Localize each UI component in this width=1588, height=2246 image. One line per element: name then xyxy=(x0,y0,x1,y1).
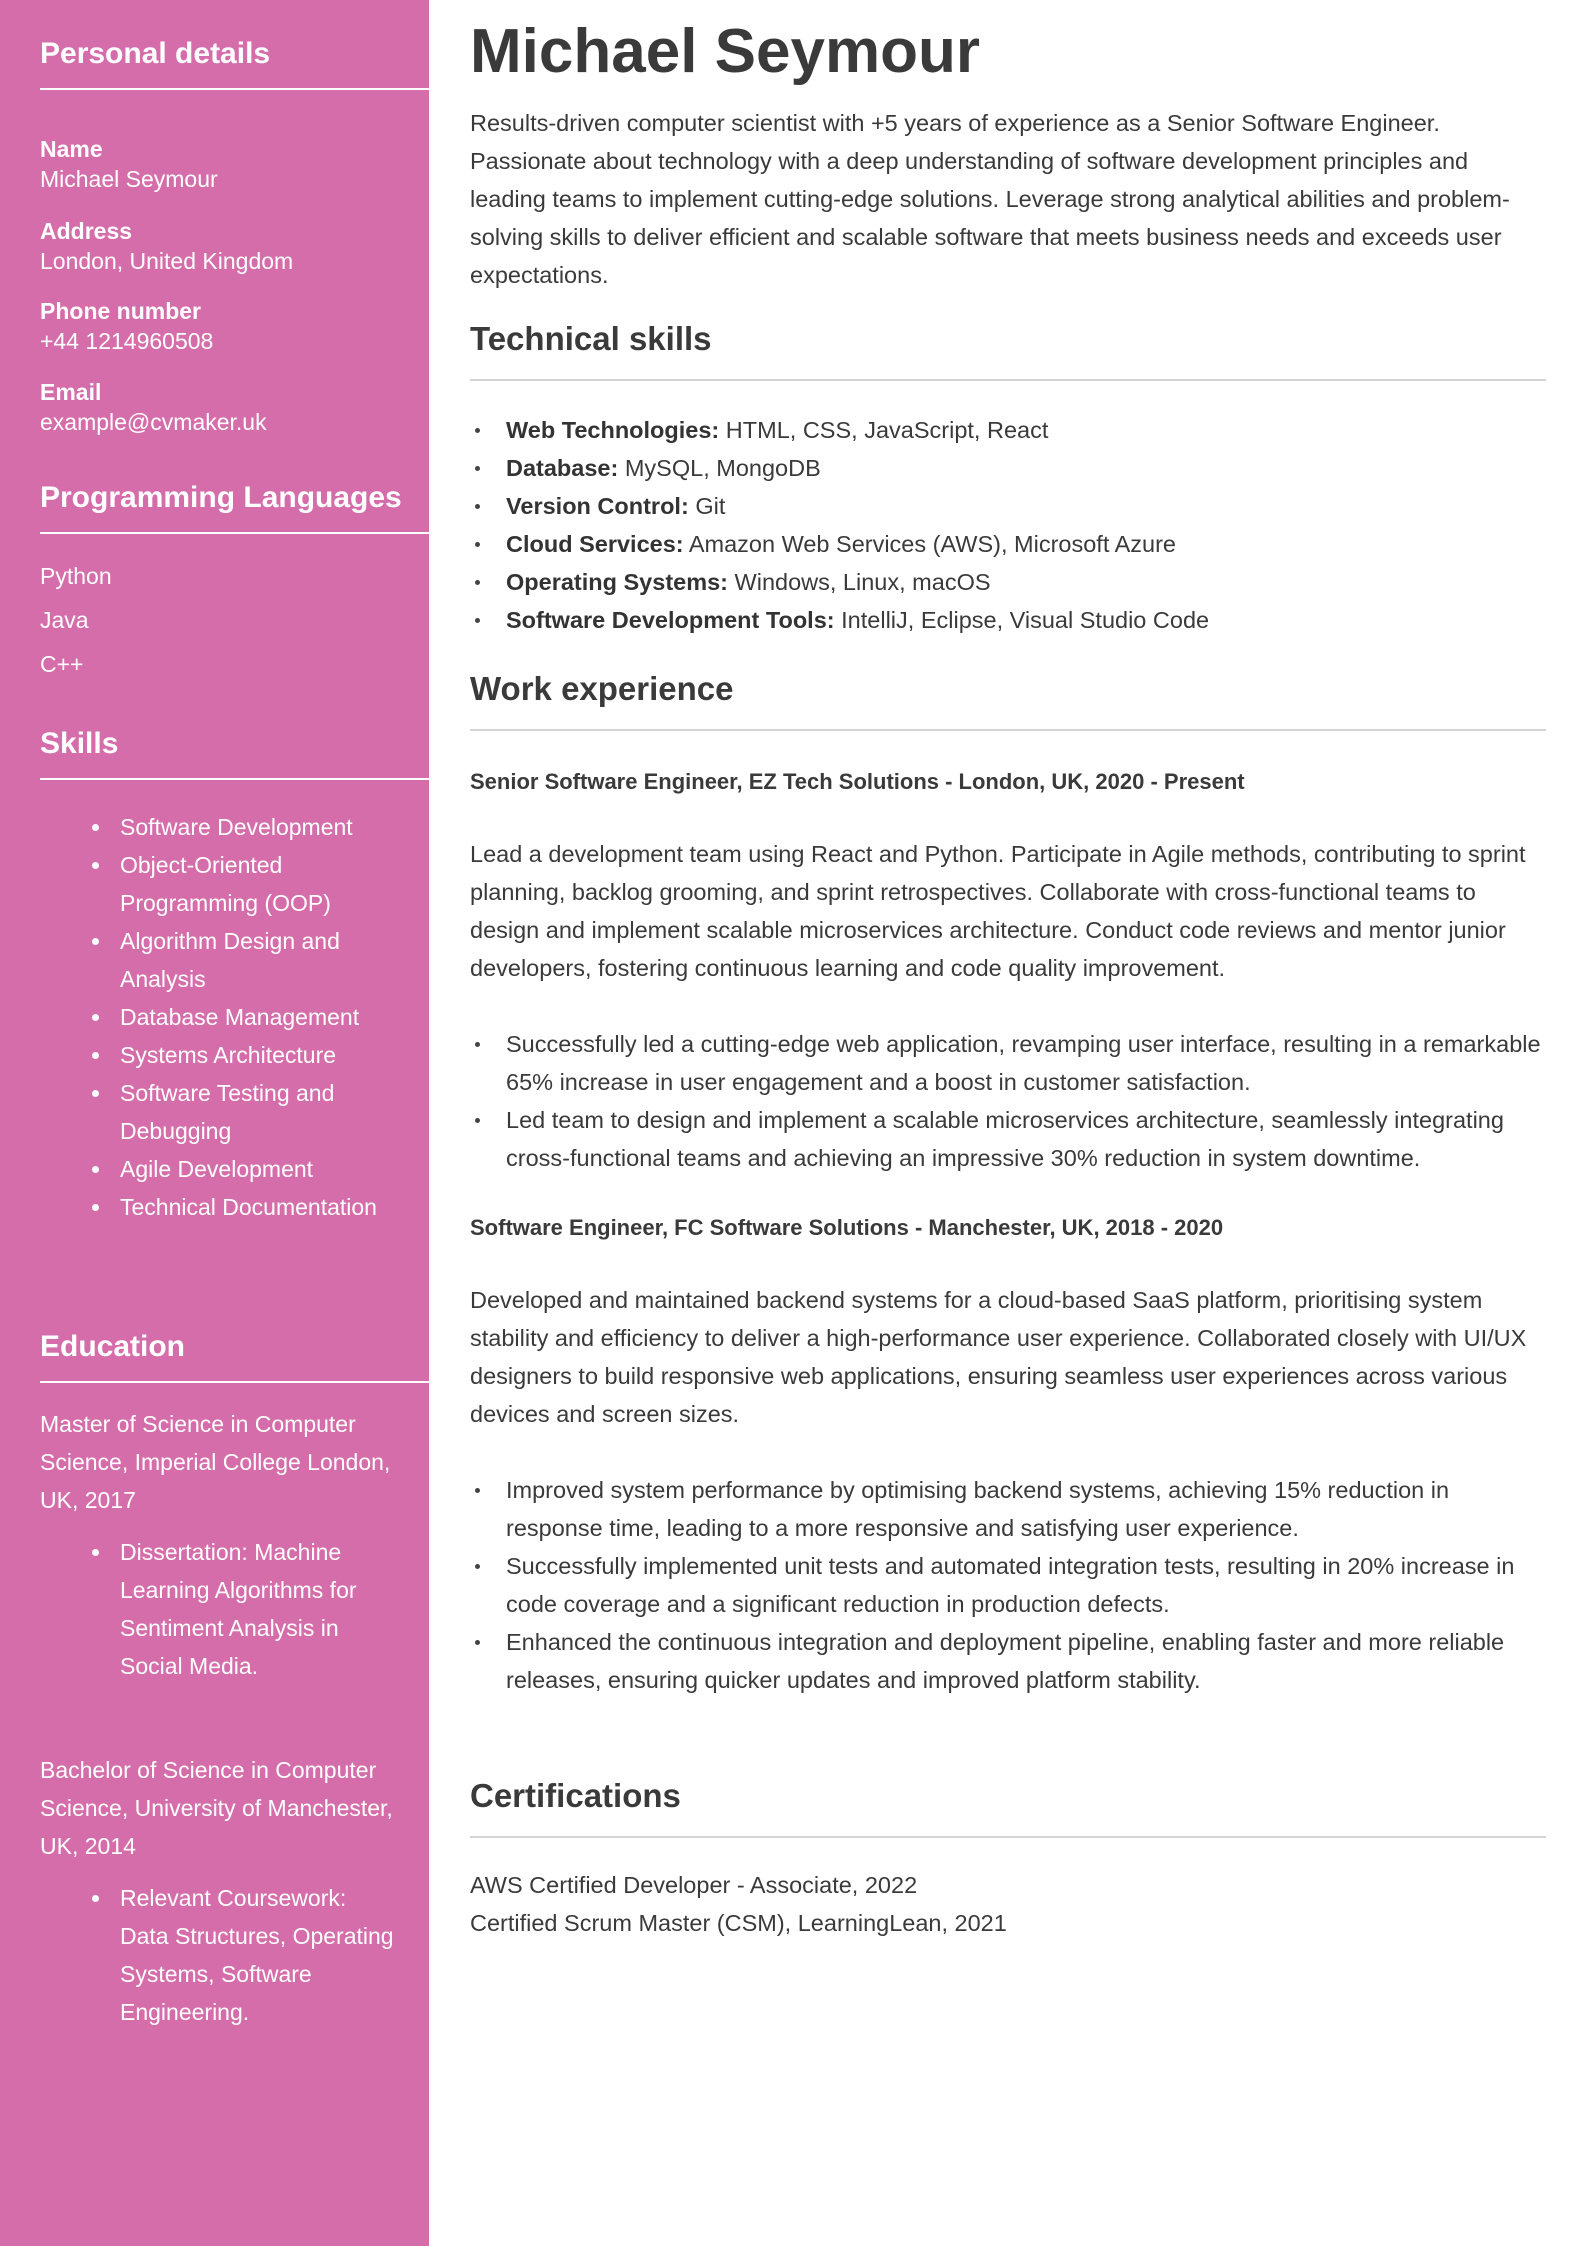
job-achievement: Successfully led a cutting-edge web application, revamping user interface, resulting in a remarkable 65% increase in user engagement and a boost in customer satisfaction. xyxy=(506,1025,1546,1101)
technical-skill-item: Version Control: Git xyxy=(506,487,1546,525)
job-title: Software Engineer, FC Software Solutions - Manchester, UK, 2018 - 2020 xyxy=(470,1215,1224,1240)
technical-skill-item: Operating Systems: Windows, Linux, macOS xyxy=(506,563,1546,601)
job-achievement: Enhanced the continuous integration and deployment pipeline, enabling faster and more reliable releases, ensuring quicker updates and improved platform stability. xyxy=(506,1623,1546,1699)
skill-item: Software Development xyxy=(120,808,399,846)
skill-item: Software Testing and Debugging xyxy=(120,1074,399,1150)
section-heading: Personal details xyxy=(40,34,429,90)
sidebar xyxy=(0,0,429,2246)
skill-item: Systems Architecture xyxy=(120,1036,399,1074)
technical-skill-item: Cloud Services: Amazon Web Services (AWS), Microsoft Azure xyxy=(506,525,1546,563)
job-description: Developed and maintained backend systems for a cloud-based SaaS platform, prioritising system stability and efficiency to deliver a high-performance user experience. Collaborated closely with UI/UX designers to build responsive web applications, ensuring seamless user experiences across various devices and screen sizes. xyxy=(470,1287,1527,1427)
section-heading: Certifications xyxy=(470,1774,1546,1838)
skill-item: Technical Documentation xyxy=(120,1188,399,1226)
skill-item: Agile Development xyxy=(120,1150,399,1188)
skill-item: Algorithm Design and Analysis xyxy=(120,922,399,998)
skills-section xyxy=(40,724,429,1226)
skill-item: Database Management xyxy=(120,998,399,1036)
email-label: Email xyxy=(40,379,102,405)
address-value: London, United Kingdom xyxy=(40,248,294,274)
personal-details-section xyxy=(40,34,429,437)
job-description: Lead a development team using React and Python. Participate in Agile methods, contributing to sprint planning, backlog grooming, and sprint retrospectives. Collaborate with cross-functional teams to design and implement scalable microservices architecture. Conduct code reviews and mentor junior developers, fostering continuous learning and code quality improvement. xyxy=(470,841,1526,981)
address-label: Address xyxy=(40,218,133,244)
job-achievement: Led team to design and implement a scalable microservices architecture, seamlessly integrating cross-functional teams and achieving an impressive 30% reduction in system downtime. xyxy=(506,1101,1546,1177)
name-value: Michael Seymour xyxy=(40,166,218,192)
education-bullet: Relevant Coursework: Data Structures, Operating Systems, Software Engineering. xyxy=(120,1879,399,2031)
language-item: C++ xyxy=(40,651,84,677)
email-value: example@cvmaker.uk xyxy=(40,409,267,435)
technical-skill-item: Software Development Tools: IntelliJ, Eclipse, Visual Studio Code xyxy=(506,601,1546,639)
education-section xyxy=(40,1327,429,2031)
job-achievement: Improved system performance by optimising backend systems, achieving 15% reduction in response time, leading to a more responsive and satisfying user experience. xyxy=(506,1471,1546,1547)
technical-skill-item: Database: MySQL, MongoDB xyxy=(506,449,1546,487)
name-label: Name xyxy=(40,136,103,162)
language-item: Java xyxy=(40,607,89,633)
education-title: Master of Science in Computer Science, Imperial College London, UK, 2017 xyxy=(40,1411,391,1513)
certifications-section xyxy=(470,1774,1546,1942)
education-title: Bachelor of Science in Computer Science, University of Manchester, UK, 2014 xyxy=(40,1757,393,1859)
education-bullet: Dissertation: Machine Learning Algorithms for Sentiment Analysis in Social Media. xyxy=(120,1533,399,1685)
phone-label: Phone number xyxy=(40,298,202,324)
technical-skill-item: Web Technologies: HTML, CSS, JavaScript, React xyxy=(506,411,1546,449)
skill-item: Object-Oriented Programming (OOP) xyxy=(120,846,399,922)
language-item: Python xyxy=(40,563,112,589)
languages-section xyxy=(40,478,429,686)
section-heading: Education xyxy=(40,1327,429,1383)
certification-item: AWS Certified Developer - Associate, 2022 xyxy=(470,1872,918,1898)
job-achievement: Successfully implemented unit tests and automated integration tests, resulting in 20% increase in code coverage and a significant reduction in production defects. xyxy=(506,1547,1546,1623)
section-heading: Programming Languages xyxy=(40,478,429,534)
phone-value: +44 1214960508 xyxy=(40,328,214,354)
summary: Results-driven computer scientist with +5 years of experience as a Senior Software Engineer. Passionate about technology with a deep understanding of software development principles and leading teams to implement cutting-edge solutions. Leverage strong analytical abilities and problem-solving skills to deliver efficient and scalable software that meets business needs and exceeds user expectations. xyxy=(470,110,1510,288)
candidate-name: Michael Seymour xyxy=(470,17,980,86)
section-heading: Work experience xyxy=(470,667,1546,731)
job-title: Senior Software Engineer, EZ Tech Solutions - London, UK, 2020 - Present xyxy=(470,769,1245,794)
section-heading: Technical skills xyxy=(470,317,1546,381)
section-heading: Skills xyxy=(40,724,429,780)
technical-skills-section xyxy=(470,317,1546,639)
certification-item: Certified Scrum Master (CSM), LearningLean, 2021 xyxy=(470,1910,1007,1936)
work-experience-section xyxy=(470,667,1546,1699)
